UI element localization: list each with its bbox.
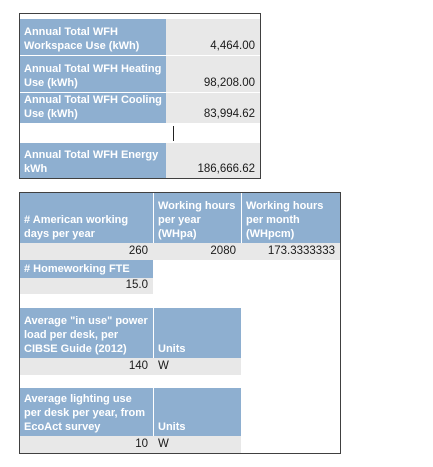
text-cursor [173,126,174,141]
lighting-value[interactable]: 10 [20,436,153,453]
power-load-units-header[interactable]: Units [153,308,241,358]
heating-use-label[interactable]: Annual Total WFH Heating Use (kWh) [20,56,166,92]
empty-cell[interactable] [20,124,260,142]
lighting-units-header[interactable]: Units [153,388,241,436]
homeworking-value[interactable]: 15.0 [20,278,153,294]
power-load-unit[interactable]: W [153,358,241,375]
heating-use-value[interactable]: 98,208.00 [166,56,260,92]
cooling-use-label[interactable]: Annual Total WFH Cooling Use (kWh) [20,93,166,123]
hours-year-value[interactable]: 2080 [153,243,241,260]
total-energy-value[interactable]: 186,666.62 [166,143,260,178]
power-load-label[interactable]: Average "in use" power load per desk, per CIBSE Guide (2012) [20,308,153,358]
power-load-value[interactable]: 140 [20,358,153,375]
total-energy-label[interactable]: Annual Total WFH Energy kWh [20,143,166,178]
summary-table [19,13,261,179]
workspace-use-label[interactable]: Annual Total WFH Workspace Use (kWh) [20,19,166,55]
working-days-value[interactable]: 260 [20,243,153,260]
working-days-label[interactable]: # American working days per year [20,193,153,243]
parameters-table [19,192,341,454]
hours-year-label[interactable]: Working hours per year (WHpa) [153,193,241,243]
hours-month-label[interactable]: Working hours per month (WHpcm) [241,193,340,243]
lighting-label[interactable]: Average lighting use per desk per year, from EcoAct survey [20,388,153,436]
hours-month-value[interactable]: 173.3333333 [241,243,340,260]
cooling-use-value[interactable]: 83,994.62 [166,93,260,123]
lighting-unit[interactable]: W [153,436,241,453]
homeworking-label[interactable]: # Homeworking FTE [20,260,153,278]
workspace-use-value[interactable]: 4,464.00 [166,19,260,55]
